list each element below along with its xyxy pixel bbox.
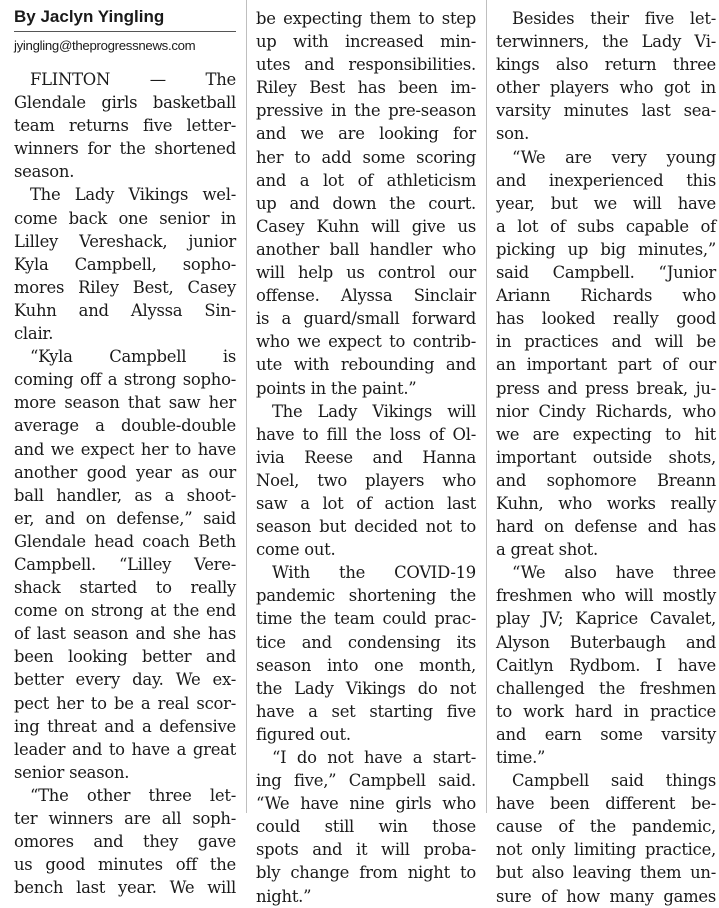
article-line: figured out. (256, 724, 351, 744)
column-divider (246, 0, 247, 813)
article-line: “The other three let- (30, 785, 236, 805)
article-line: but also leaving them un- (496, 863, 716, 883)
article-line: year, but we will have (496, 193, 716, 213)
article-line: With the COVID-19 (272, 563, 476, 583)
article-line: kings also return three (496, 55, 716, 75)
article-line: ball handler, as a shoot- (14, 485, 236, 505)
article-line: Campbell said things (512, 771, 716, 791)
article-line: and sophomore Breann (496, 470, 716, 490)
article-line: pressive in the pre-season (256, 101, 476, 121)
article-line: cause of the pandemic, (496, 817, 716, 837)
article-line: Ariann Richards who (496, 286, 716, 306)
article-line: and inexperienced this (496, 170, 716, 190)
article-line: play JV; Kaprice Cavalet, (496, 609, 716, 629)
article-line: freshmen who will mostly (496, 586, 716, 606)
article-line: shack started to really (14, 578, 236, 598)
article-line: be expecting them to step (256, 9, 476, 28)
column-divider (486, 0, 487, 813)
article-line: picking up big minutes,” (496, 239, 716, 259)
article-line: and we expect her to have (14, 439, 236, 459)
article-line: better every day. We ex- (14, 670, 236, 690)
article-line: and a lot of athleticism (256, 170, 476, 190)
author-email: jyingling@theprogressnews.com (14, 38, 196, 53)
article-line: ute with rebounding and (256, 355, 476, 375)
article-line: Alyson Buterbaugh and (496, 632, 716, 652)
byline: By Jaclyn Yingling (14, 7, 165, 26)
article-line: her to add some scoring (256, 147, 476, 167)
article-line: The Lady Vikings wel- (30, 185, 236, 205)
article-line: Caitlyn Rydbom. I have (496, 655, 716, 675)
article-line: hard on defense and has (496, 517, 716, 537)
article-line: have to fill the loss of Ol- (256, 424, 476, 444)
article-line: who we expect to contrib- (256, 332, 476, 352)
article-line: has looked really good (496, 309, 716, 329)
article-line: and we are looking for (256, 124, 476, 144)
article-line: leader and to have a great (14, 739, 236, 759)
article-line: have a set starting five (256, 701, 476, 721)
article-line: Kuhn, who works really (496, 493, 716, 513)
article-line: of last season and she has (14, 624, 236, 644)
article-line: coming off a strong sopho- (14, 370, 236, 390)
article-line: an important part of our (496, 355, 716, 375)
article-column-3 (496, 7, 716, 908)
article-line: points in the paint.” (256, 378, 417, 398)
article-line: not only limiting practice, (496, 840, 716, 860)
article-line: utes and responsibilities. (256, 55, 476, 75)
article-line: Besides their five let- (512, 9, 716, 28)
article-line: another ball handler who (256, 239, 476, 259)
article-line: press and press break, ju- (496, 378, 716, 398)
article-line: challenged the freshmen (496, 678, 716, 698)
article-line: come back one senior in (14, 208, 236, 228)
article-line: will help us control our (256, 263, 476, 283)
article-line: Campbell. “Lilley Vere- (14, 554, 236, 574)
article-line: is a guard/small forward (256, 309, 476, 329)
article-line: come out. (256, 540, 336, 560)
article-line: tice and condensing its (256, 632, 476, 652)
article-line: could still win those (256, 817, 476, 837)
article-line: senior season. (14, 762, 130, 782)
article-line: saw a lot of action last (256, 493, 476, 513)
article-line: terwinners, the Lady Vi- (496, 32, 716, 52)
article-line: er, and on defense,” said (14, 508, 236, 528)
article-line: said Campbell. “Junior (496, 263, 716, 283)
article-line: more season that saw her (14, 393, 236, 413)
article-line: ing threat and a defensive (14, 716, 236, 736)
article-line: been looking better and (14, 647, 236, 667)
article-column-2 (256, 7, 476, 908)
article-line: Lilley Vereshack, junior (14, 231, 236, 251)
article-line: a lot of subs capable of (496, 216, 716, 236)
article-column-1 (14, 68, 236, 899)
article-line: a great shot. (496, 540, 598, 560)
article-line: Riley Best has been im- (256, 78, 476, 98)
article-line: pect her to be a real scor- (14, 693, 236, 713)
article-line: Noel, two players who (256, 470, 476, 490)
article-line: Kyla Campbell, sopho- (14, 254, 236, 274)
article-line: team returns five letter- (14, 116, 236, 136)
article-line: varsity minutes last sea- (496, 101, 716, 121)
article-line: son. (496, 124, 530, 144)
article-line: time the team could prac- (256, 609, 476, 629)
article-line: Glendale head coach Beth (14, 531, 236, 551)
article-line: ter winners are all soph- (14, 809, 236, 828)
article-line: “We also have three (512, 563, 716, 583)
article-line: offense. Alyssa Sinclair (256, 286, 476, 306)
article-line: season. (14, 162, 75, 182)
article-line: come on strong at the end (14, 601, 236, 621)
article-line: “Kyla Campbell is (30, 347, 236, 367)
article-line: spots and it will proba- (256, 840, 476, 860)
article-line: pandemic shortening the (256, 586, 476, 606)
article-line: clair. (14, 324, 54, 344)
article-line: FLINTON — The (30, 70, 236, 89)
article-line: we are expecting to hit (496, 424, 716, 444)
article-line: and earn some varsity (496, 724, 716, 744)
article-line: important outside shots, (496, 447, 716, 467)
article-line: time.” (496, 748, 546, 767)
article-line: “We have nine girls who (256, 794, 476, 814)
article-line: omores and they gave (14, 832, 236, 852)
article-line: season into one month, (256, 655, 476, 675)
article-line: bly change from night to (256, 863, 476, 883)
byline-rule (14, 31, 236, 32)
article-line: nior Cindy Richards, who (496, 401, 716, 421)
article-line: up and down the court. (256, 193, 476, 213)
article-line: to work hard in practice (496, 701, 716, 721)
article-line: night.” (256, 886, 312, 906)
article-line: Casey Kuhn will give us (256, 216, 476, 236)
article-line: “We are very young (512, 147, 716, 167)
article-line: up with increased min- (256, 32, 476, 52)
article-line: another good year as our (14, 462, 236, 482)
article-line: “I do not have a start- (272, 748, 476, 767)
article-line: mores Riley Best, Casey (14, 277, 236, 297)
article-line: ivia Reese and Hanna (256, 447, 476, 467)
article-line: sure of how many games (496, 886, 716, 906)
article-line: ing five,” Campbell said. (256, 771, 476, 791)
article-line: bench last year. We will (14, 878, 236, 898)
article-line: have been different be- (496, 794, 716, 814)
article-line: average a double-double (14, 416, 236, 436)
article-line: in practices and will be (496, 332, 716, 352)
article-line: season but decided not to (256, 517, 476, 537)
article-line: us good minutes off the (14, 855, 236, 875)
article-line: other players who got in (496, 78, 716, 98)
article-line: winners for the shortened (14, 139, 236, 159)
article-line: The Lady Vikings will (272, 401, 476, 421)
article-line: Kuhn and Alyssa Sin- (14, 300, 236, 320)
article-line: the Lady Vikings do not (256, 678, 476, 698)
article-line: Glendale girls basketball (14, 93, 236, 113)
